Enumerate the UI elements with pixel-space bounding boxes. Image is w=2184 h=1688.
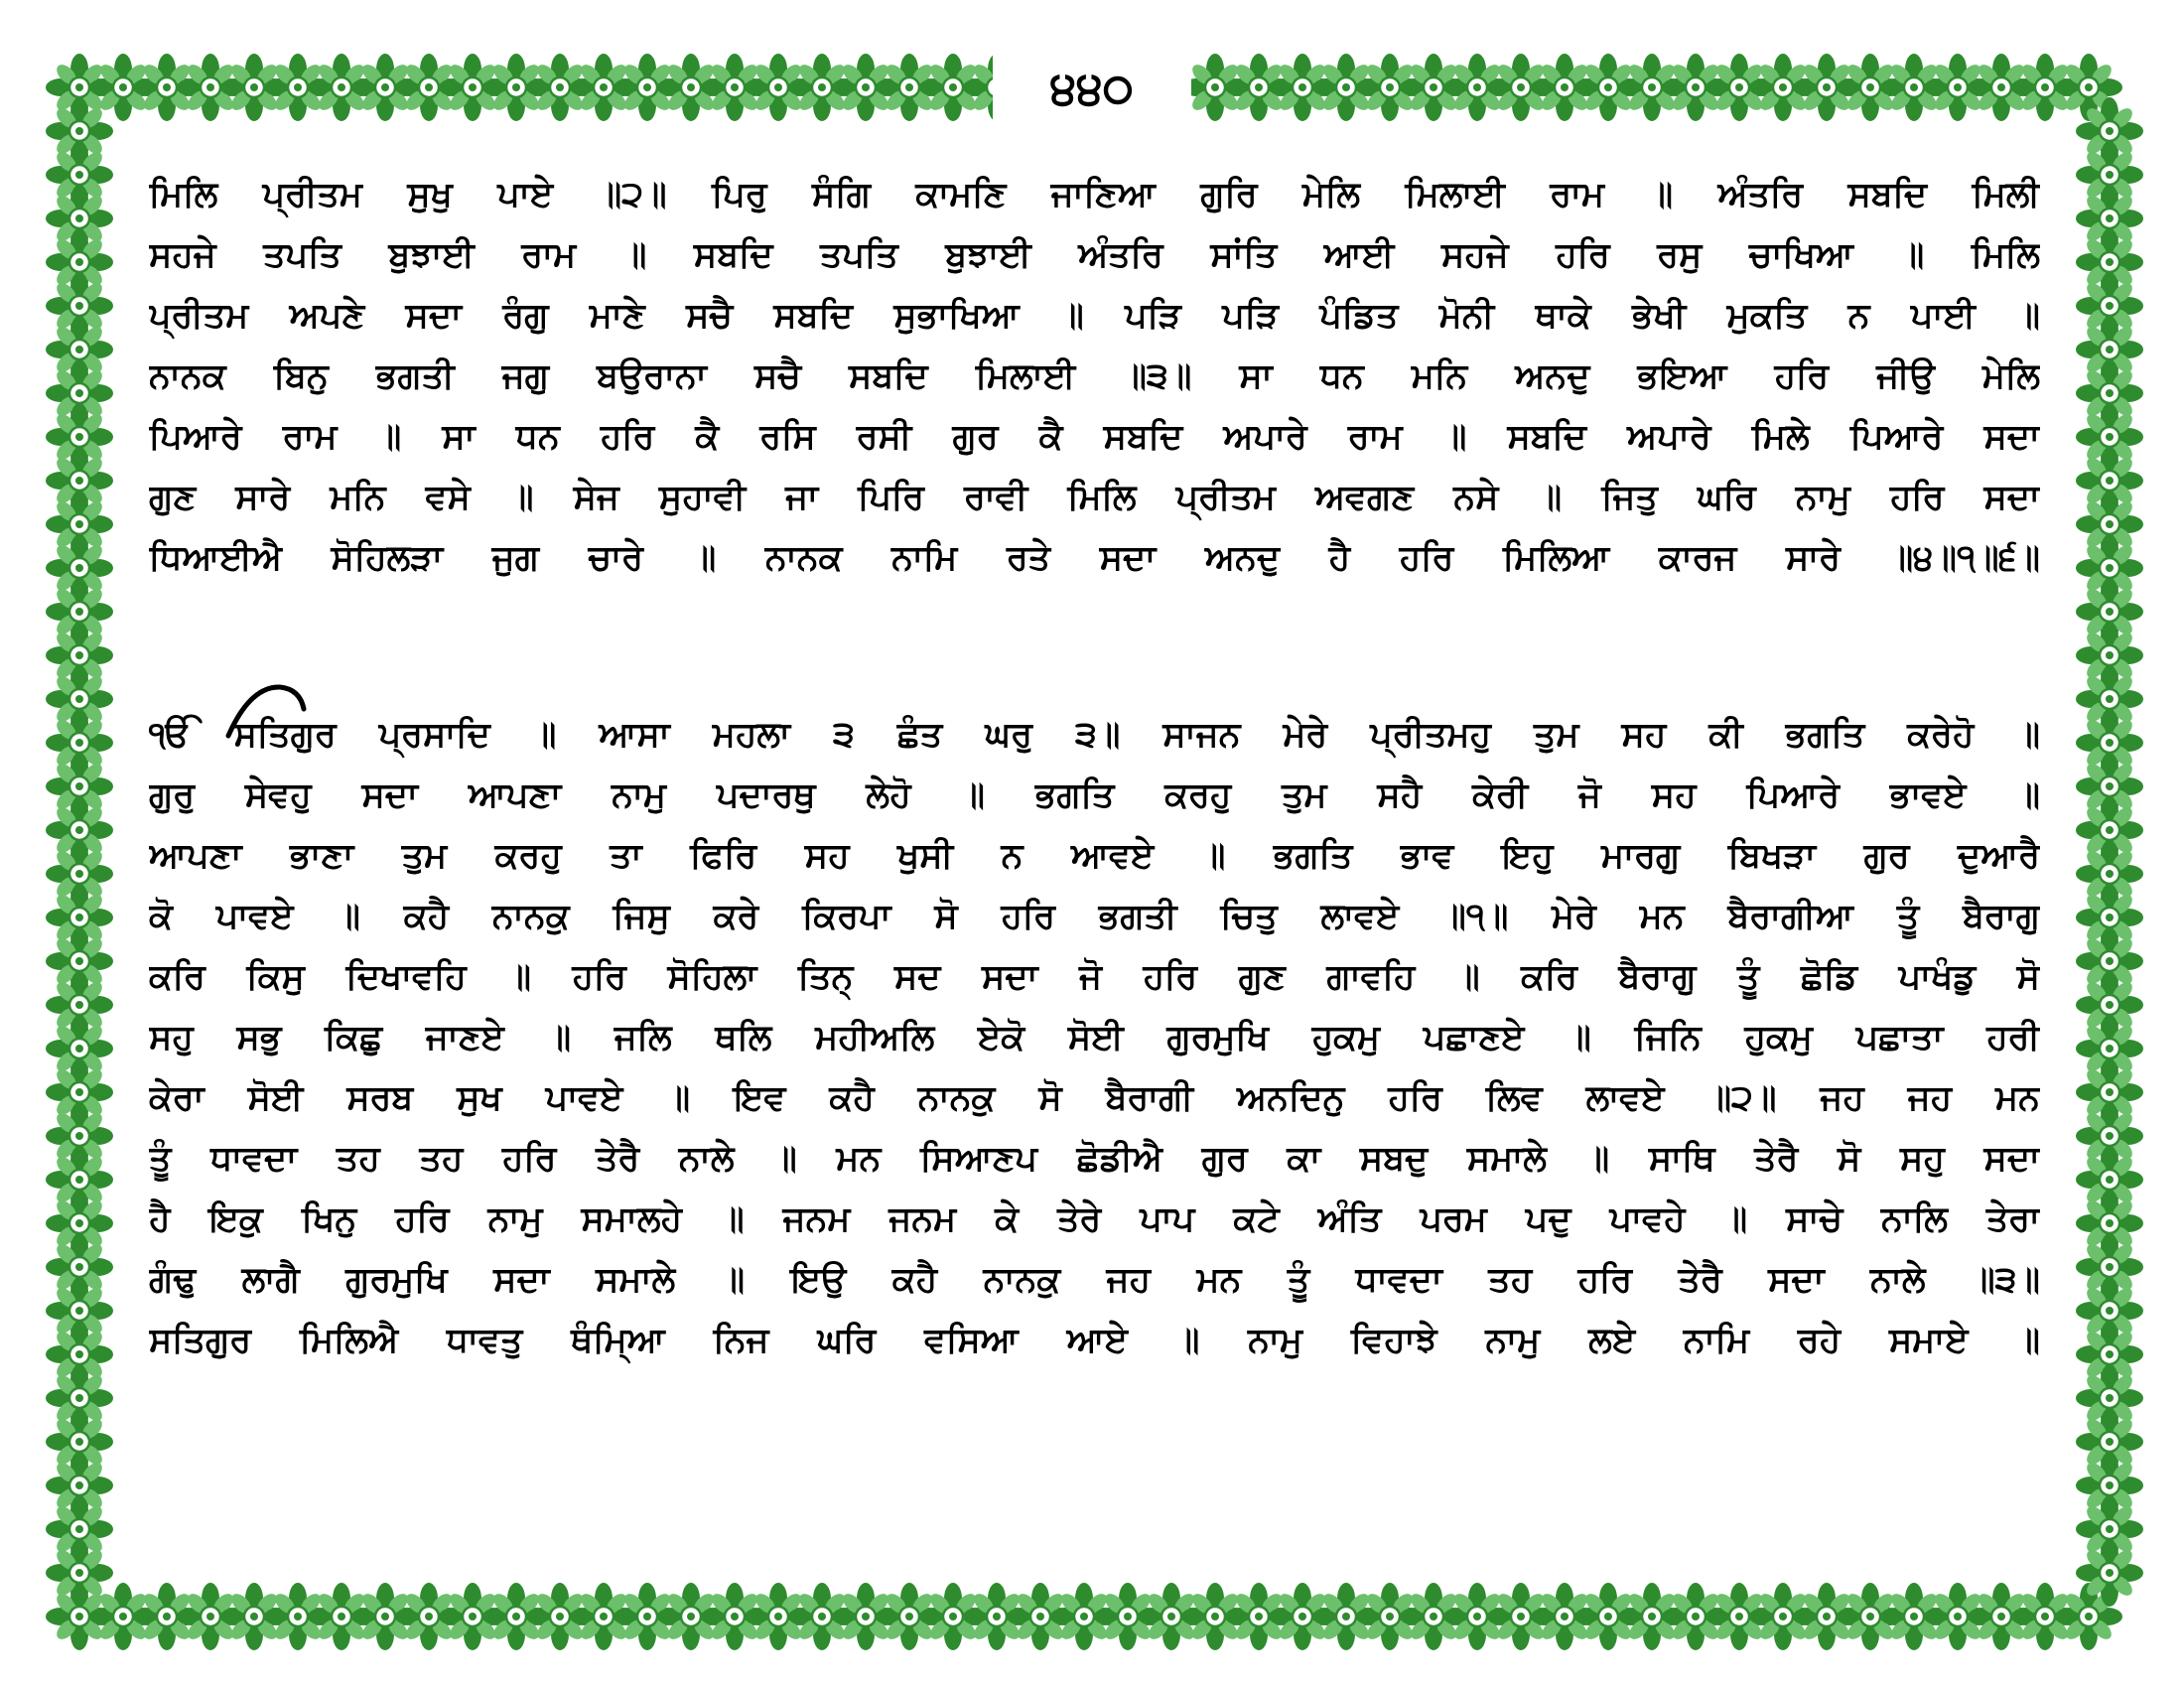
text-line: ਤੂੰ ਧਾਵਦਾ ਤਹ ਤਹ ਹਰਿ ਤੇਰੈ ਨਾਲੇ ॥ ਮਨ ਸਿਆਣਪ ਛੋਡੀਐ ਗੁਰ ਕਾ ਸਬਦੁ ਸਮਾਲੇ ॥ ਸਾਥਿ ਤੇਰੈ ਸੋ ਸਹੁ ਸਦਾ [149, 1139, 2040, 1179]
text-line: ਧਿਆਈਐ ਸੋਹਿਲੜਾ ਜੁਗ ਚਾਰੇ ॥ ਨਾਨਕ ਨਾਮਿ ਰਤੇ ਸਦਾ ਅਨਦੁ ਹੈ ਹਰਿ ਮਿਲਿਆ ਕਾਰਜ ਸਾਰੇ ॥੪॥੧॥੬॥ [149, 538, 2040, 578]
text-line: ੴ ਸਤਿਗੁਰ ਪ੍ਰਸਾਦਿ ॥ ਆਸਾ ਮਹਲਾ ੩ ਛੰਤ ਘਰੁ ੩॥ ਸਾਜਨ ਮੇਰੇ ਪ੍ਰੀਤਮਹੁ ਤੁਮ ਸਹ ਕੀ ਭਗਤਿ ਕਰੇਹੋ ॥ [149, 715, 2040, 755]
text-line: ਗੁਣ ਸਾਰੇ ਮਨਿ ਵਸੇ ॥ ਸੇਜ ਸੁਹਾਵੀ ਜਾ ਪਿਰਿ ਰਾਵੀ ਮਿਲਿ ਪ੍ਰੀਤਮ ਅਵਗਣ ਨਸੇ ॥ ਜਿਤੁ ਘਰਿ ਨਾਮੁ ਹਰਿ ਸਦਾ [149, 478, 2040, 517]
text-line: ਹੈ ਇਕੁ ਖਿਨੁ ਹਰਿ ਨਾਮੁ ਸਮਾਲਹੇ ॥ ਜਨਮ ਜਨਮ ਕੇ ਤੇਰੇ ਪਾਪ ਕਟੇ ਅੰਤਿ ਪਰਮ ਪਦੁ ਪਾਵਹੇ ॥ ਸਾਚੇ ਨਾਲਿ ਤੇਰਾ [149, 1199, 2040, 1239]
text-line: ਮਿਲਿ ਪ੍ਰੀਤਮ ਸੁਖੁ ਪਾਏ ॥੨॥ ਪਿਰੁ ਸੰਗਿ ਕਾਮਣਿ ਜਾਣਿਆ ਗੁਰਿ ਮੇਲਿ ਮਿਲਾਈ ਰਾਮ ॥ ਅੰਤਰਿ ਸਬਦਿ ਮਿਲੀ [149, 175, 2040, 214]
text-line: ਸਹੁ ਸਭੁ ਕਿਛੁ ਜਾਣਏ ॥ ਜਲਿ ਥਲਿ ਮਹੀਅਲਿ ਏਕੋ ਸੋਈ ਗੁਰਮੁਖਿ ਹੁਕਮੁ ਪਛਾਣਏ ॥ ਜਿਨਿ ਹੁਕਮੁ ਪਛਾਤਾ ਹਰੀ [149, 1018, 2040, 1057]
hymn-paragraph-2 [149, 705, 2040, 1371]
hymn-paragraph-1 [149, 165, 2040, 589]
text-line: ਗੰਢੁ ਲਾਗੈ ਗੁਰਮੁਖਿ ਸਦਾ ਸਮਾਲੇ ॥ ਇਉ ਕਹੈ ਨਾਨਕੁ ਜਹ ਮਨ ਤੂੰ ਧਾਵਦਾ ਤਹ ਹਰਿ ਤੇਰੈ ਸਦਾ ਨਾਲੇ ॥੩॥ [149, 1260, 2040, 1300]
text-line: ਸਤਿਗੁਰ ਮਿਲਿਐ ਧਾਵਤੁ ਥੰਮਿ੍ਆ ਨਿਜ ਘਰਿ ਵਸਿਆ ਆਏ ॥ ਨਾਮੁ ਵਿਹਾਝੇ ਨਾਮੁ ਲਏ ਨਾਮਿ ਰਹੇ ਸਮਾਏ ॥ [149, 1321, 2040, 1360]
text-line: ਗੁਰੁ ਸੇਵਹੁ ਸਦਾ ਆਪਣਾ ਨਾਮੁ ਪਦਾਰਥੁ ਲੇਹੋ ॥ ਭਗਤਿ ਕਰਹੁ ਤੁਮ ਸਹੈ ਕੇਰੀ ਜੋ ਸਹ ਪਿਆਰੇ ਭਾਵਏ ॥ [149, 775, 2040, 815]
page-number: ੪੪੦ [993, 48, 1191, 127]
text-line: ਪਿਆਰੇ ਰਾਮ ॥ ਸਾ ਧਨ ਹਰਿ ਕੈ ਰਸਿ ਰਸੀ ਗੁਰ ਕੈ ਸਬਦਿ ਅਪਾਰੇ ਰਾਮ ॥ ਸਬਦਿ ਅਪਾਰੇ ਮਿਲੇ ਪਿਆਰੇ ਸਦਾ [149, 417, 2040, 457]
text-line: ਕਰਿ ਕਿਸੁ ਦਿਖਾਵਹਿ ॥ ਹਰਿ ਸੋਹਿਲਾ ਤਿਨ੍ ਸਦ ਸਦਾ ਜੋ ਹਰਿ ਗੁਣ ਗਾਵਹਿ ॥ ਕਰਿ ਬੈਰਾਗੁ ਤੂੰ ਛੋਡਿ ਪਾਖੰਡੁ ਸੋ [149, 957, 2040, 997]
text-line: ਸਹਜੇ ਤਪਤਿ ਬੁਝਾਈ ਰਾਮ ॥ ਸਬਦਿ ਤਪਤਿ ਬੁਝਾਈ ਅੰਤਰਿ ਸਾਂਤਿ ਆਈ ਸਹਜੇ ਹਰਿ ਰਸੁ ਚਾਖਿਆ ॥ ਮਿਲਿ [149, 235, 2040, 275]
text-line: ਕੇਰਾ ਸੋਈ ਸਰਬ ਸੁਖ ਪਾਵਏ ॥ ਇਵ ਕਹੈ ਨਾਨਕੁ ਸੋ ਬੈਰਾਗੀ ਅਨਦਿਨੁ ਹਰਿ ਲਿਵ ਲਾਵਏ ॥੨॥ ਜਹ ਜਹ ਮਨ [149, 1078, 2040, 1118]
text-line: ਕੋ ਪਾਵਏ ॥ ਕਹੈ ਨਾਨਕੁ ਜਿਸੁ ਕਰੇ ਕਿਰਪਾ ਸੋ ਹਰਿ ਭਗਤੀ ਚਿਤੁ ਲਾਵਏ ॥੧॥ ਮੇਰੇ ਮਨ ਬੈਰਾਗੀਆ ਤੂੰ ਬੈਰਾਗੁ [149, 897, 2040, 936]
text-line: ਪ੍ਰੀਤਮ ਅਪਣੇ ਸਦਾ ਰੰਗੁ ਮਾਣੇ ਸਚੈ ਸਬਦਿ ਸੁਭਾਖਿਆ ॥ ਪੜਿ ਪੜਿ ਪੰਡਿਤ ਮੋਨੀ ਥਾਕੇ ਭੇਖੀ ਮੁਕਤਿ ਨ ਪਾਈ ॥ [149, 296, 2040, 336]
text-line: ਆਪਣਾ ਭਾਣਾ ਤੁਮ ਕਰਹੁ ਤਾ ਫਿਰਿ ਸਹ ਖੁਸੀ ਨ ਆਵਏ ॥ ਭਗਤਿ ਭਾਵ ਇਹੁ ਮਾਰਗੁ ਬਿਖੜਾ ਗੁਰ ਦੁਆਰੈ [149, 836, 2040, 876]
text-line: ਨਾਨਕ ਬਿਨੁ ਭਗਤੀ ਜਗੁ ਬਉਰਾਨਾ ਸਚੈ ਸਬਦਿ ਮਿਲਾਈ ॥੩॥ ਸਾ ਧਨ ਮਨਿ ਅਨਦੁ ਭਇਆ ਹਰਿ ਜੀਉ ਮੇਲਿ [149, 356, 2040, 396]
